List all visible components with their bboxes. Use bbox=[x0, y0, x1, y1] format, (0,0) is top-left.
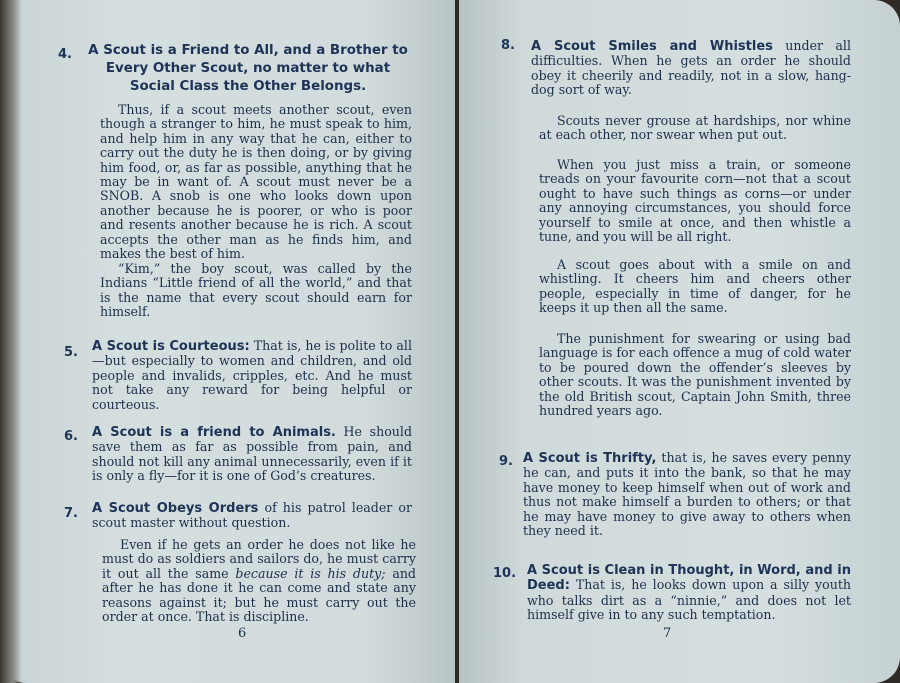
right-page bbox=[459, 0, 900, 683]
section-heading: A Scout is a friend to Animals. bbox=[92, 425, 336, 440]
page-number: 7 bbox=[663, 626, 672, 641]
section-paragraph bbox=[523, 451, 851, 538]
paragraph: “Kim,” the boy scout, was called by the Indians “Little friend of all the world,” and that is the name that every scout should earn for himself. bbox=[100, 261, 412, 320]
section-heading: A Scout is Thrifty, bbox=[523, 451, 657, 466]
section-paragraph bbox=[92, 425, 412, 484]
paragraph: A scout goes about with a smile on and whistling. It cheers him and cheers other people, especially in time of danger, for he keeps it up then all the same. bbox=[539, 257, 851, 316]
section-number: 4. bbox=[58, 47, 72, 62]
section-paragraph bbox=[92, 501, 412, 531]
paragraph-text: Even if he gets an order he does not like he must do as soldiers and sailors do, he must carry it out all the same bbox=[102, 537, 416, 581]
section-heading: A Scout is Courteous: bbox=[92, 339, 250, 354]
section-text: under all difficulties. When he gets an order he should obey it cheerily and readily, not in a slow, hang-dog sort of way. bbox=[531, 38, 851, 98]
section-number: 10. bbox=[493, 566, 517, 581]
section-number: 7. bbox=[64, 506, 78, 521]
section-heading: A Scout Smiles and Whistles bbox=[531, 39, 773, 54]
paragraph bbox=[102, 538, 416, 624]
section-heading: A Scout is a Friend to All, and a Brother to Every Other Scout, no matter to what Social Class the Other Belongs. bbox=[88, 43, 408, 94]
section-text: He should save them as far as possible from pain, and should not kill any animal unnecessarily, even if it is only a fly—for it is one of God’s creatures. bbox=[92, 424, 413, 484]
section-text: That is, he is polite to all—but especially to women and children, and old people and invalids, cripples, etc. And he must not take any reward for being helpful or courteous. bbox=[92, 338, 412, 412]
section-text: That is, he looks down upon a silly youth who talks dirt as a “ninnie,” and does not let himself give in to any such temptation. bbox=[527, 577, 851, 623]
paragraph: Scouts never grouse at hardships, nor whine at each other, nor swear when put out. bbox=[539, 113, 851, 143]
section-paragraph bbox=[92, 339, 412, 412]
section-number: 5. bbox=[64, 345, 78, 360]
paragraph: The punishment for swearing or using bad language is for each offence a mug of cold water to be poured down the offender’s sleeves by other scouts. It was the punishment invented by the old British scout, Captain John Smith, three hundred years ago. bbox=[539, 331, 851, 419]
paragraph: Thus, if a scout meets another scout, even though a stranger to him, he must speak to him, and help him in any way that he can, either to carry out the duty he is then doing, or by giving him food, or, as far as possible, anything that he may be in want of. A scout must never be a SNOB. A snob is one who looks down upon another because he is poorer, or who is poor and resents another because he is rich. A scout accepts the other man as he finds him, and makes the best of him. bbox=[100, 102, 412, 262]
paragraph: When you just miss a train, or someone treads on your favourite corn—not that a scout ought to have such things as corns—or under any annoying circumstances, you should force yourself to smile at once, and then whistle a tune, and you will be all right. bbox=[539, 157, 851, 245]
section-text: that is, he saves every penny he can, and puts it into the bank, so that he may have money to keep himself when out of work and thus not make himself a burden to others; or that he may have money to give away to others when they need it. bbox=[523, 450, 851, 539]
section-number: 6. bbox=[64, 429, 78, 444]
section-heading: A Scout Obeys Orders bbox=[92, 501, 259, 516]
emphasis-text: because it is his duty; bbox=[235, 565, 386, 581]
section-paragraph bbox=[527, 563, 851, 623]
section-paragraph bbox=[531, 39, 851, 98]
paragraph-text: and after he has done it he can come and state any reasons against it; but he must carry out the order at once. That is discipline. bbox=[102, 565, 416, 625]
page-number: 6 bbox=[238, 626, 247, 641]
section-text: of his patrol leader or scout master without question. bbox=[92, 500, 412, 531]
section-number: 9. bbox=[499, 454, 513, 469]
section-heading: A Scout is Clean in Thought, in Word, and in Deed: bbox=[527, 563, 851, 594]
section-number: 8. bbox=[501, 38, 515, 53]
